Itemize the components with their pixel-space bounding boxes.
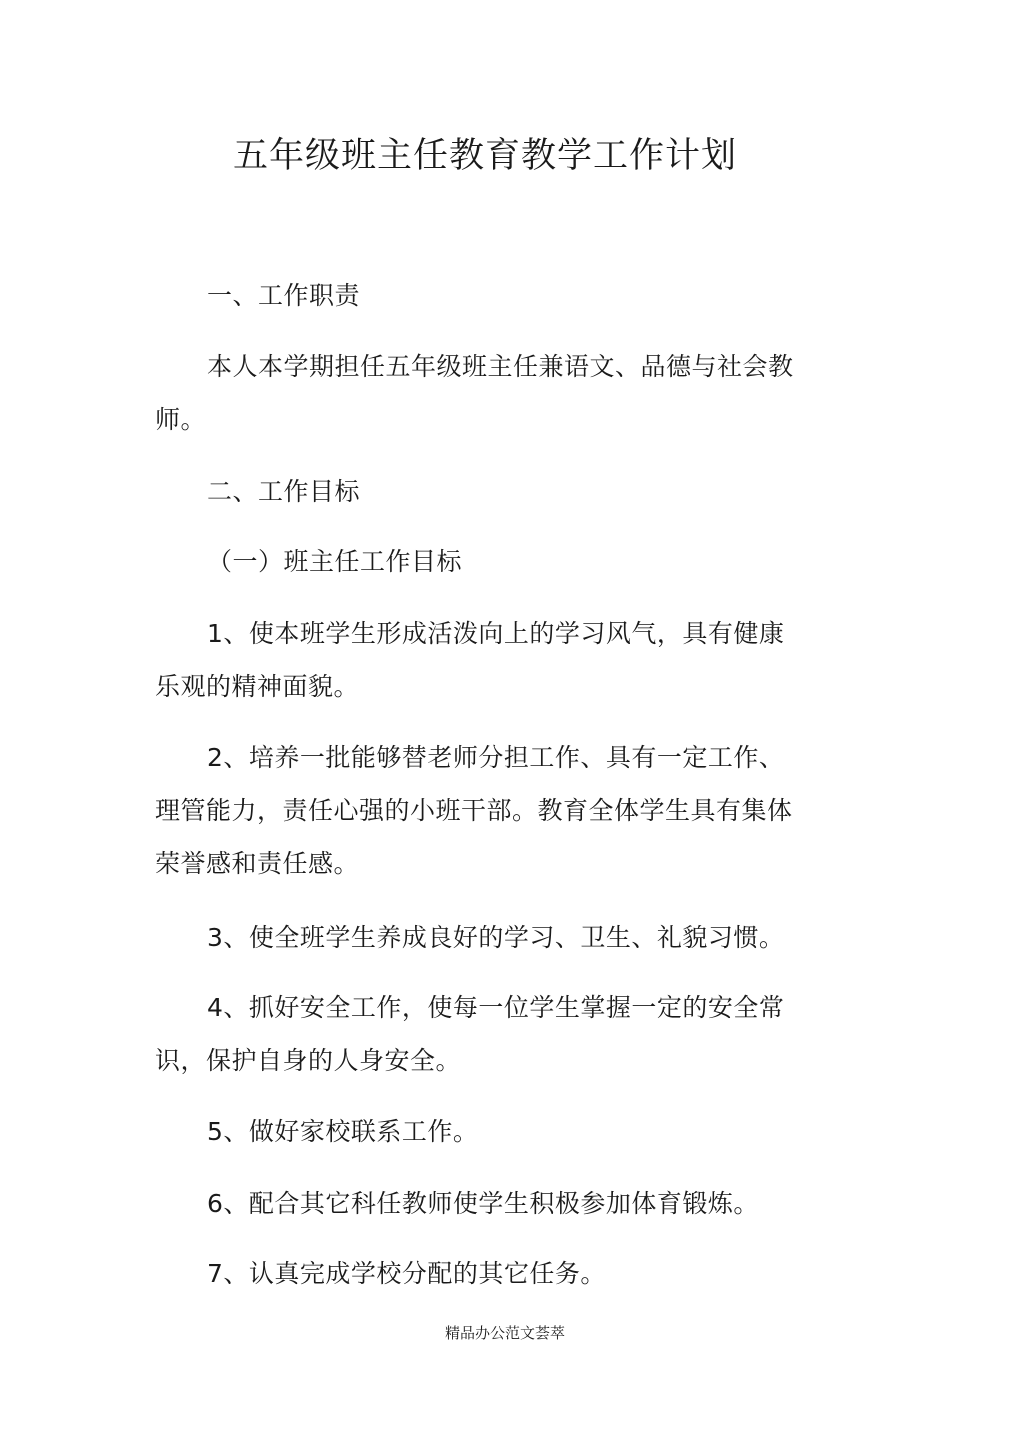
goal-item-3: 3、使全班学生养成良好的学习、卫生、礼貌习惯。 bbox=[207, 923, 785, 952]
goal-item-4: 4、抓好安全工作，使每一位学生掌握一定的安全常识，保护自身的人身安全。 bbox=[155, 993, 785, 1075]
paragraph-duties: 本人本学期担任五年级班主任兼语文、品德与社会教师。 bbox=[155, 352, 794, 434]
document-title: 五年级班主任教育教学工作计划 bbox=[232, 136, 737, 176]
goal-item-6: 6、配合其它科任教师使学生积极参加体育锻炼。 bbox=[207, 1189, 759, 1218]
subsection-heading-class-goals: （一）班主任工作目标 bbox=[207, 547, 463, 576]
goal-item-1: 1、使本班学生形成活泼向上的学习风气，具有健康乐观的精神面貌。 bbox=[155, 619, 785, 701]
page-footer: 精品办公范文荟萃 bbox=[444, 1324, 565, 1342]
section-heading-duties: 一、工作职责 bbox=[207, 281, 361, 310]
section-heading-goals: 二、工作目标 bbox=[207, 477, 361, 506]
goal-item-5: 5、做好家校联系工作。 bbox=[207, 1117, 479, 1146]
goal-item-2: 2、培养一批能够替老师分担工作、具有一定工作、理管能力，责任心强的小班干部。教育全体学生具有集体荣誉感和责任感。 bbox=[155, 743, 793, 878]
goal-item-7: 7、认真完成学校分配的其它任务。 bbox=[207, 1259, 606, 1288]
